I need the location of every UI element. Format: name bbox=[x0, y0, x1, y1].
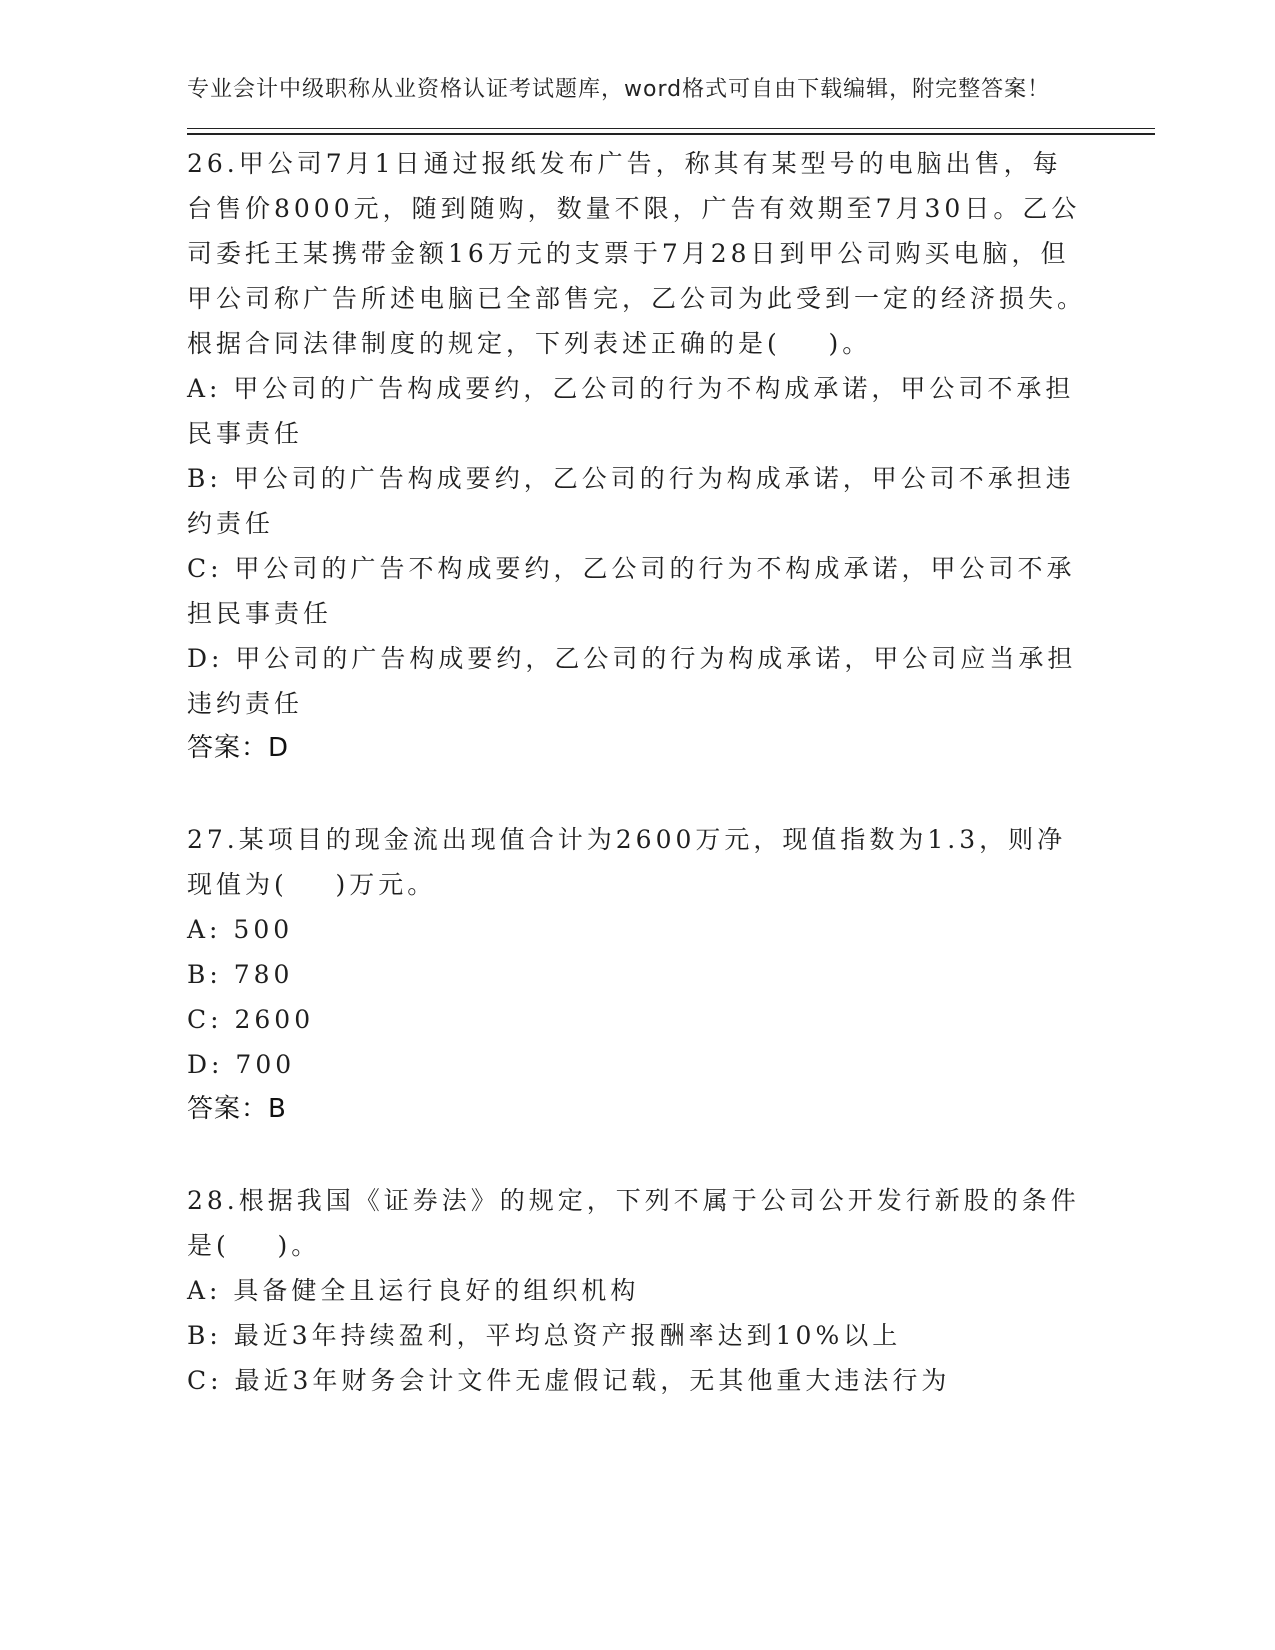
answer-line: 答案：B bbox=[187, 1094, 287, 1124]
page-header: 专业会计中级职称从业资格认证考试题库，word格式可自由下载编辑，附完整答案！ bbox=[187, 77, 1051, 102]
option-b: B: 甲公司的广告构成要约，乙公司的行为构成承诺，甲公司不承担违约责任 bbox=[187, 464, 1075, 538]
option-a: A: 甲公司的广告构成要约，乙公司的行为不构成承诺，甲公司不承担民事责任 bbox=[187, 374, 1075, 448]
answer-line: 答案：D bbox=[187, 733, 290, 763]
question-26 bbox=[187, 141, 1087, 771]
question-28 bbox=[187, 1178, 1087, 1403]
option-c: C: 甲公司的广告不构成要约，乙公司的行为不构成承诺，甲公司不承担民事责任 bbox=[187, 554, 1076, 628]
option-b: B: 最近3年持续盈利，平均总资产报酬率达到10%以上 bbox=[187, 1321, 902, 1350]
question-stem: 26.甲公司7月1日通过报纸发布广告，称其有某型号的电脑出售，每台售价8000元，随到随购，数量不限，广告有效期至7月30日。乙公司委托王某携带金额16万元的支票于7月28日到甲公司购买电脑，但甲公司称广告所述电脑已全部售完，乙公司为此受到一定的经济损失。根据合同法律制度的规定，下列表述正确的是( )。 bbox=[187, 149, 1087, 358]
question-stem: 28.根据我国《证券法》的规定，下列不属于公司公开发行新股的条件是( )。 bbox=[187, 1186, 1080, 1260]
option-d: D: 甲公司的广告构成要约，乙公司的行为构成承诺，甲公司应当承担违约责任 bbox=[187, 644, 1077, 718]
option-a: A: 500 bbox=[187, 915, 294, 944]
option-d: D: 700 bbox=[187, 1050, 296, 1079]
option-c: C: 最近3年财务会计文件无虚假记载，无其他重大违法行为 bbox=[187, 1366, 951, 1395]
question-stem: 27.某项目的现金流出现值合计为2600万元，现值指数为1.3，则净现值为( )万元。 bbox=[187, 825, 1067, 899]
option-c: C: 2600 bbox=[187, 1005, 315, 1034]
header-double-rule bbox=[187, 128, 1155, 135]
question-27 bbox=[187, 817, 1087, 1132]
document-page bbox=[187, 74, 1157, 1403]
option-a: A: 具备健全且运行良好的组织机构 bbox=[187, 1276, 640, 1305]
option-b: B: 780 bbox=[187, 960, 294, 989]
